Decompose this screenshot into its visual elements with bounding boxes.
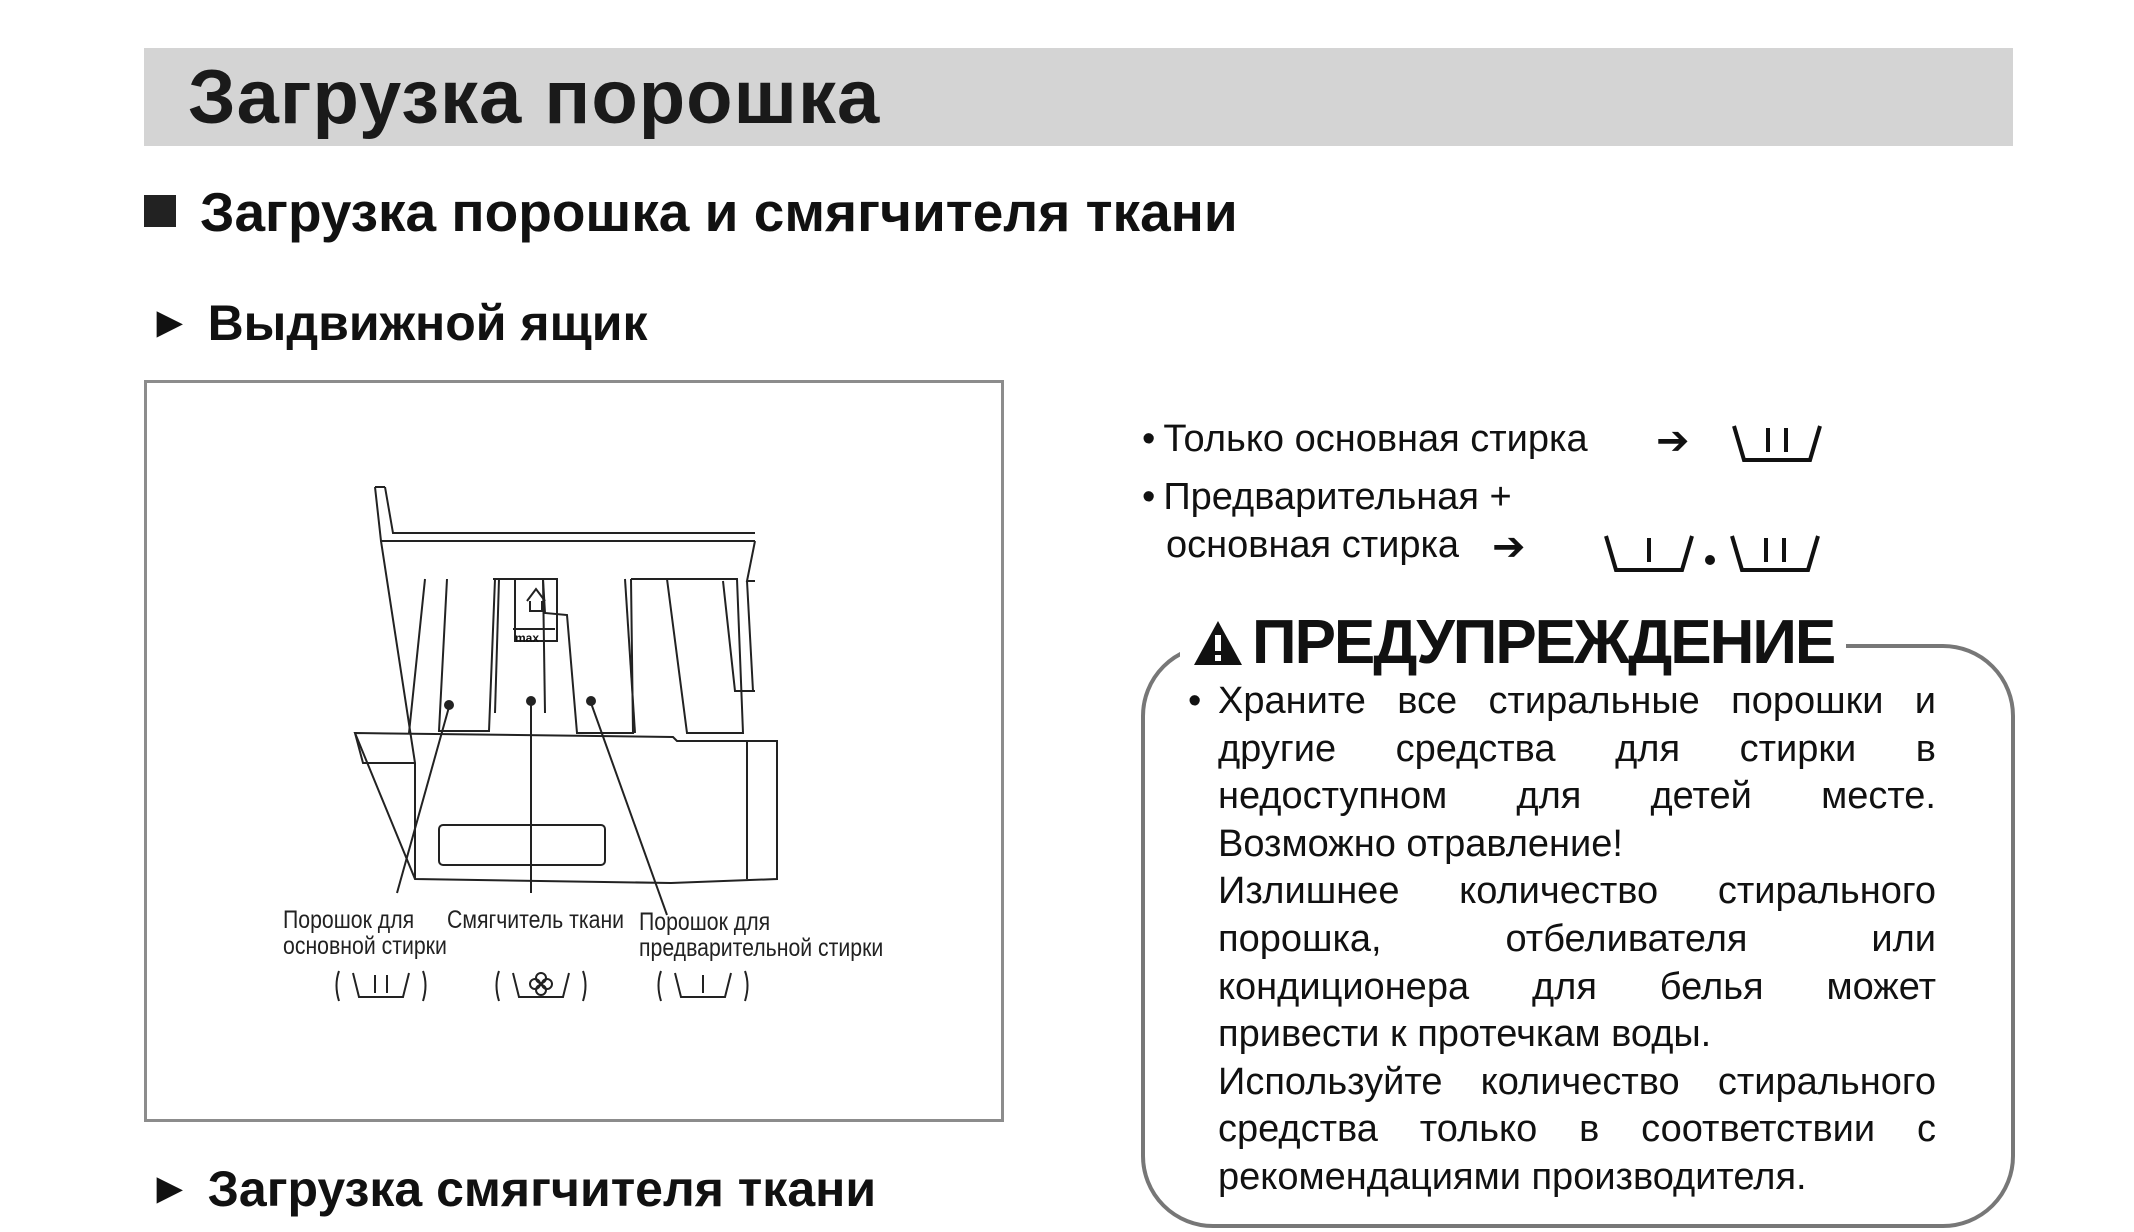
subheading-drawer-text: Выдвижной ящик	[207, 295, 648, 351]
main-wash-icon	[331, 967, 431, 1007]
warning-title-text: ПРЕДУПРЕЖДЕНИЕ	[1252, 608, 1835, 677]
main-wash-icon	[1730, 420, 1824, 466]
wash-option-main-only	[1142, 418, 1588, 461]
drawer-diagram	[144, 380, 1004, 1122]
arrow-icon: ➔	[1492, 525, 1526, 569]
bullet: •	[1188, 680, 1202, 722]
warning-triangle-icon	[1192, 619, 1244, 667]
warning-para-storage: Храните все стиральные порошки и другие средства для стирки в недоступном для детей месте. Возможно отравление!	[1218, 680, 1936, 865]
warning-para-excess: Излишнее количество стирального порошка, отбеливателя или кондиционера для белья может привести к протечкам воды.	[1218, 870, 1936, 1056]
drawer-illustration	[147, 383, 1001, 1119]
softener-flower-icon	[491, 967, 591, 1007]
warning-body	[1188, 678, 1936, 1202]
page-title-bar	[144, 48, 2013, 146]
wash-option-pre-line1: Предварительная +	[1163, 476, 1512, 518]
label-softener: Смягчитель ткани	[447, 906, 625, 934]
prewash-icon	[1602, 530, 1696, 576]
section-heading-text: Загрузка порошка и смягчителя ткани	[200, 181, 1238, 243]
arrow-icon: ➔	[1656, 419, 1690, 463]
label-prewash: Порошок для предварительной стирки	[639, 908, 884, 962]
warning-para-dosage: Используйте количество стирального средства только в соответствии с рекомендациями производителя.	[1218, 1060, 1936, 1198]
subheading-softener-text: Загрузка смягчителя ткани	[207, 1161, 877, 1217]
bullet: •	[1142, 476, 1156, 518]
label-main-wash: Порошок для основной стирки	[283, 906, 447, 960]
prewash-icon	[653, 967, 753, 1007]
wash-option-main-only-text: Только основная стирка	[1163, 418, 1588, 460]
separator-dot-icon	[1702, 550, 1718, 566]
warning-title	[1180, 608, 1846, 678]
max-level-mark: max	[515, 631, 540, 645]
page-title: Загрузка порошка	[188, 55, 881, 140]
section-heading	[144, 180, 1238, 244]
bullet: •	[1142, 418, 1156, 460]
main-wash-icon	[1728, 530, 1822, 576]
arrow-right-icon: ►	[148, 1164, 192, 1213]
subheading-drawer	[148, 294, 648, 352]
subheading-softener	[148, 1160, 876, 1218]
arrow-right-icon: ►	[148, 298, 192, 347]
wash-option-pre-plus-main	[1142, 476, 1512, 519]
wash-option-pre-line2: основная стирка	[1166, 524, 1460, 566]
square-bullet-icon	[144, 195, 176, 227]
